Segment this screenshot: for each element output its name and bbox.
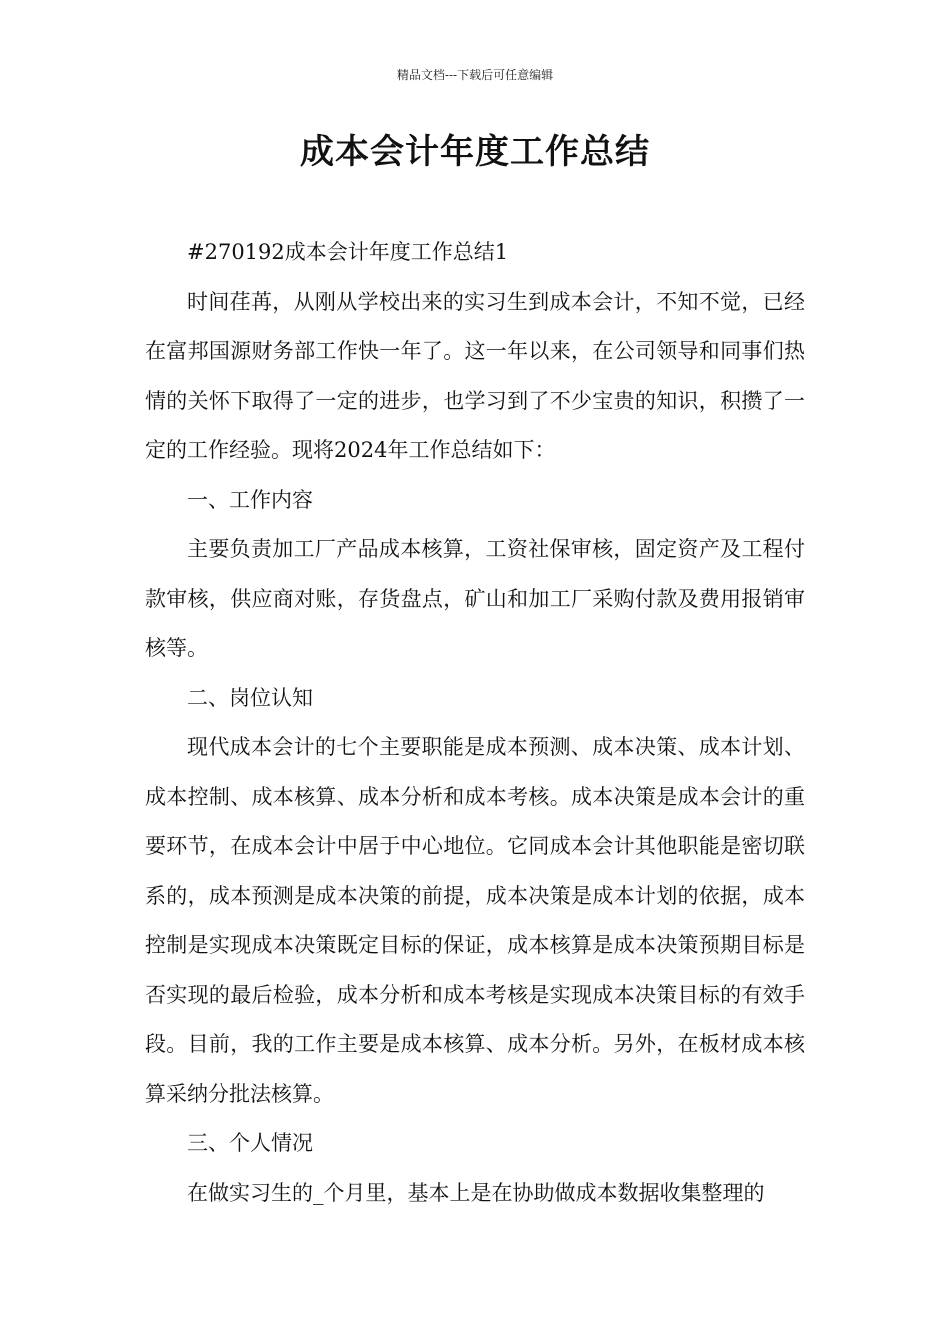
header-note: 精品文档---下载后可任意编辑 [396, 68, 554, 82]
paragraph-intro: 时间荏苒，从刚从学校出来的实习生到成本会计，不知不觉，已经在富邦国源财务部工作快一年了。这一年以来，在公司领导和同事们热情的关怀下取得了一定的进步，也学习到了不少宝贵的知识，积攒了一定的工作经验。现将2024年工作总结如下： [145, 289, 805, 462]
paragraph-role-understanding: 现代成本会计的七个主要职能是成本预测、成本决策、成本计划、成本控制、成本核算、成本分析和成本考核。成本决策是成本会计的重要环节，在成本会计中居于中心地位。它同成本会计其他职能是密切联系的，成本预测是成本决策的前提，成本决策是成本计划的依据，成本控制是实现成本决策既定目标的保证，成本核算是成本决策预期目标是否实现的最后检验，成本分析和成本考核是实现成本决策目标的有效手段。目前，我的工作主要是成本核算、成本分析。另外，在板材成本核算采纳分批法核算。 [145, 735, 805, 1106]
paragraph-work-content: 主要负责加工厂产品成本核算，工资社保审核，固定资产及工程付款审核，供应商对账，存货盘点，矿山和加工厂采购付款及费用报销审核等。 [145, 537, 805, 660]
document-body [145, 228, 805, 1218]
paragraph-subtitle: #270192成本会计年度工作总结1 [187, 240, 509, 264]
paragraph-personal-situation: 在做实习生的_个月里，基本上是在协助做成本数据收集整理的 [187, 1180, 765, 1205]
document-title: 成本会计年度工作总结 [300, 132, 650, 172]
section-heading-personal-situation: 三、个人情况 [187, 1131, 313, 1155]
section-heading-work-content: 一、工作内容 [187, 487, 313, 512]
section-heading-role-understanding: 二、岗位认知 [187, 685, 313, 710]
